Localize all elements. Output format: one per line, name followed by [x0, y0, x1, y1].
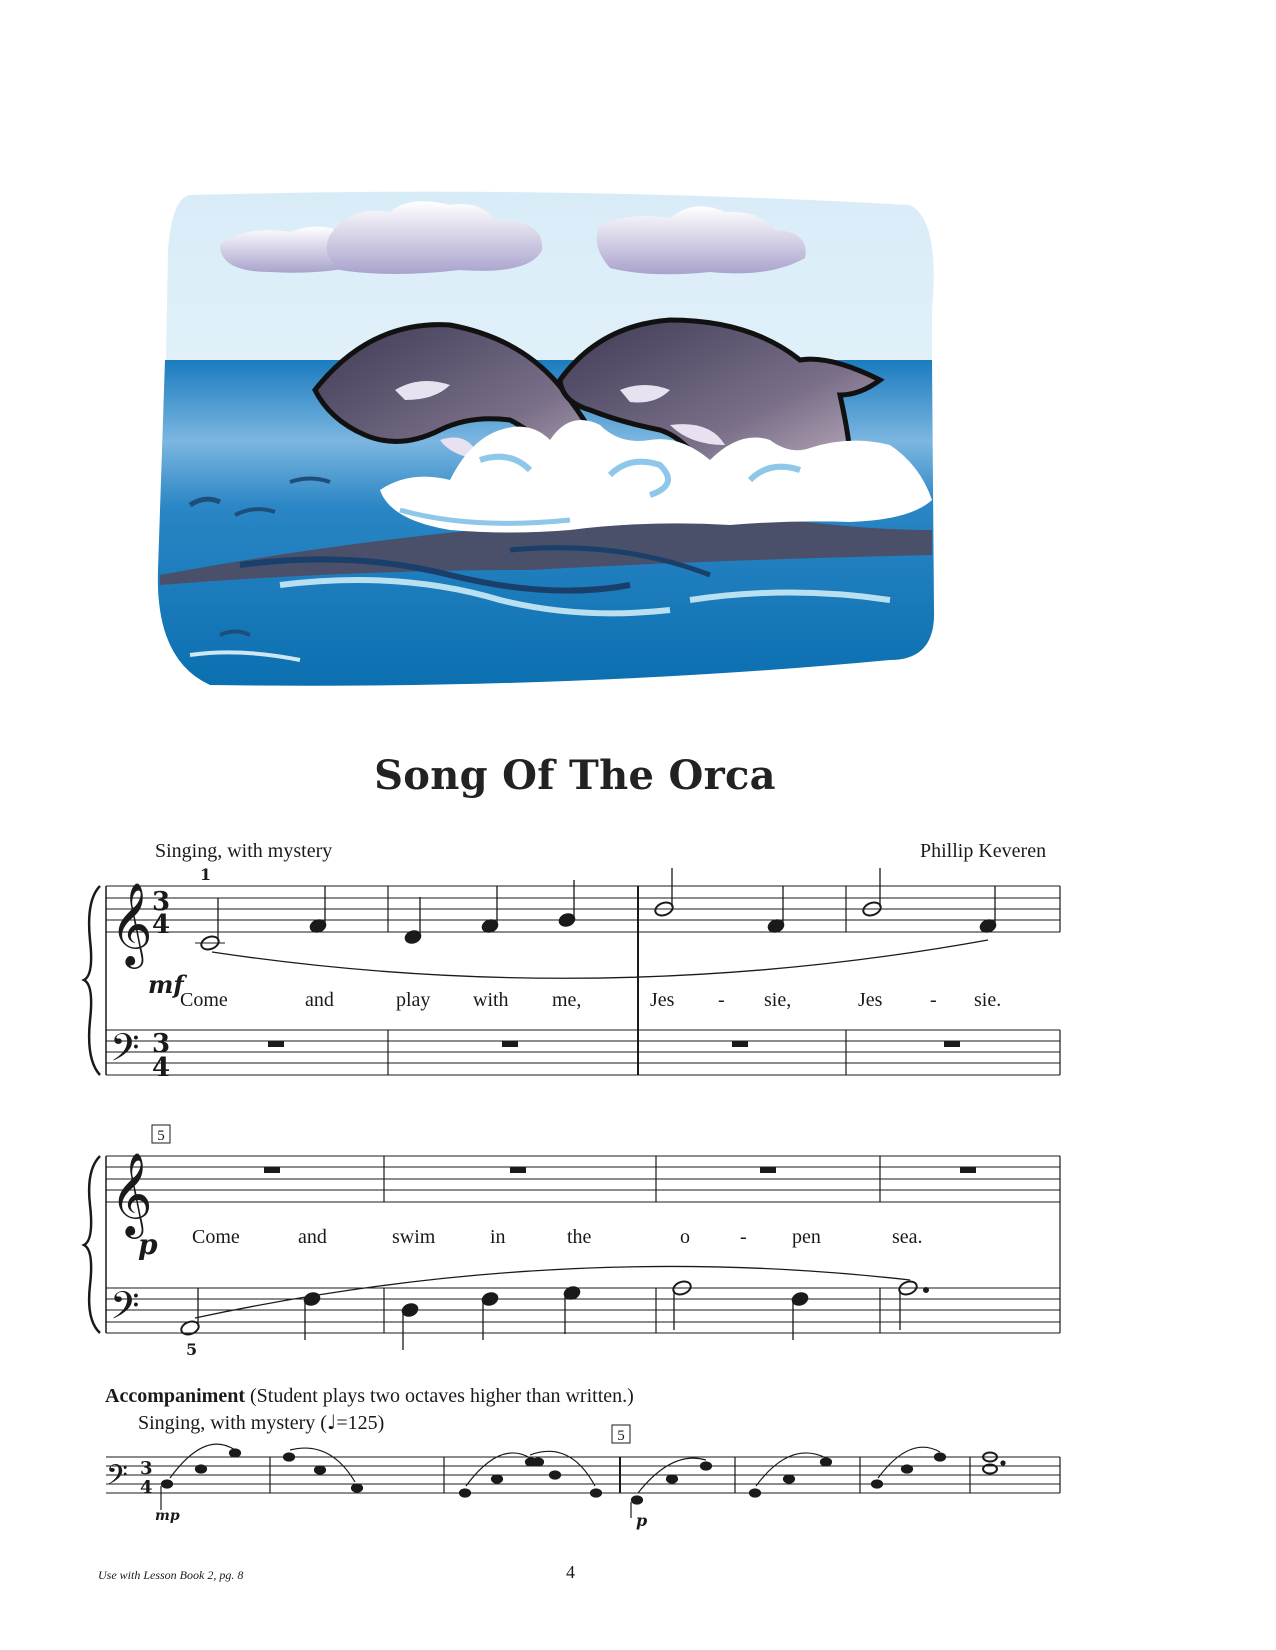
treble-clef-icon: 𝄞 — [110, 881, 153, 965]
footer-note: Use with Lesson Book 2, pg. 8 — [98, 1568, 244, 1582]
svg-text:Come: Come — [192, 1226, 240, 1248]
quarter-note-icon: ♩ — [326, 1410, 337, 1434]
dynamic-marking: mf — [148, 970, 184, 999]
svg-text:-: - — [930, 989, 937, 1011]
accompaniment-label: Accompaniment — [105, 1385, 245, 1407]
time-sig-top: 3 — [140, 1458, 153, 1479]
svg-text:Come: Come — [180, 989, 228, 1011]
dynamic-marking: p — [636, 1511, 648, 1530]
svg-text:and: and — [298, 1226, 327, 1248]
song-title: Song Of The Orca — [374, 752, 776, 799]
svg-text:the: the — [567, 1226, 592, 1248]
accompaniment-tempo — [138, 1410, 384, 1435]
svg-text:play: play — [396, 989, 431, 1011]
time-sig-bottom: 4 — [152, 910, 171, 940]
svg-text:with: with — [473, 989, 509, 1011]
fingering-number: 1 — [200, 865, 212, 884]
bass-clef-icon: 𝄢 — [106, 1459, 128, 1499]
system2-bass-staff — [106, 1288, 1060, 1333]
dynamic-marking: mp — [155, 1508, 180, 1524]
time-sig-top: 3 — [152, 887, 171, 917]
svg-text:pen: pen — [792, 1226, 821, 1248]
dynamic-marking: p — [138, 1228, 158, 1261]
measure-number-box: 5 — [157, 1128, 165, 1144]
svg-text:-: - — [718, 989, 725, 1011]
tempo-text: Singing, with mystery ( — [138, 1412, 327, 1434]
svg-text:sea.: sea. — [892, 1226, 923, 1248]
time-sig-bottom: 4 — [152, 1053, 171, 1083]
system1-treble-staff — [106, 886, 1060, 932]
svg-text:Jes: Jes — [650, 989, 675, 1011]
svg-text:swim: swim — [392, 1226, 436, 1248]
system1-lyrics — [180, 989, 1001, 1011]
svg-text:sie.: sie. — [974, 989, 1002, 1011]
time-sig-bottom: 4 — [140, 1477, 153, 1498]
tempo-value: =125) — [336, 1412, 385, 1434]
measure-number-box: 5 — [617, 1428, 625, 1444]
svg-text:o: o — [680, 1226, 690, 1248]
bass-clef-icon: 𝄢 — [110, 1025, 140, 1079]
svg-text:me,: me, — [552, 989, 582, 1011]
svg-text:in: in — [490, 1226, 506, 1248]
accompaniment-heading — [105, 1385, 634, 1408]
system2-lyrics — [192, 1226, 923, 1248]
accompaniment-note: (Student plays two octaves higher than written.) — [249, 1385, 634, 1407]
accompaniment-notes — [161, 1444, 1005, 1518]
system2-notes — [179, 1279, 928, 1350]
accompaniment-staff — [106, 1457, 1060, 1493]
system2-treble-staff — [106, 1156, 1060, 1202]
treble-clef-icon: 𝄞 — [110, 1151, 153, 1235]
svg-text:Jes: Jes — [858, 989, 883, 1011]
svg-text:and: and — [305, 989, 334, 1011]
svg-text:-: - — [740, 1226, 747, 1248]
bass-clef-icon: 𝄢 — [110, 1283, 140, 1337]
composer-name: Phillip Keveren — [920, 840, 1047, 862]
system1-bass-staff — [106, 1030, 1060, 1075]
svg-text:sie,: sie, — [764, 989, 792, 1011]
page-number: 4 — [566, 1562, 575, 1582]
system1-notes — [195, 868, 998, 952]
tempo-marking: Singing, with mystery — [155, 840, 333, 862]
fingering-number: 5 — [186, 1340, 198, 1359]
time-sig-top: 3 — [152, 1029, 171, 1059]
